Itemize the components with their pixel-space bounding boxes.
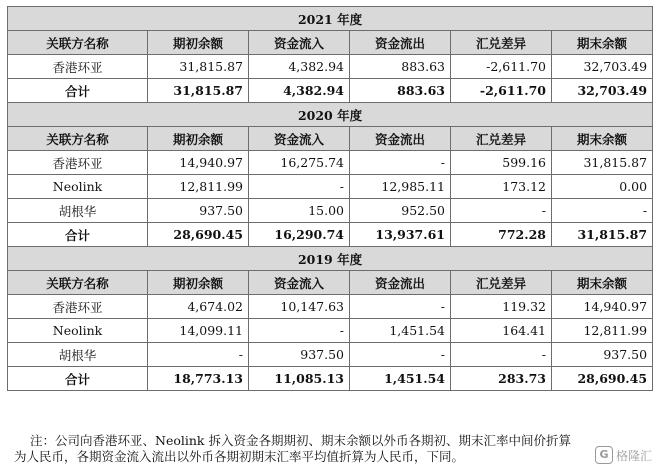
column-header: 资金流入: [249, 271, 350, 295]
year-title: 2021 年度: [8, 7, 653, 31]
column-header: 汇兑差异: [451, 31, 552, 55]
column-header: 资金流入: [249, 31, 350, 55]
footnote: [14, 433, 640, 465]
amount-cell: 599.16: [451, 151, 552, 175]
amount-cell: 952.50: [350, 199, 451, 223]
amount-cell: -: [451, 199, 552, 223]
column-header: 关联方名称: [8, 127, 148, 151]
amount-cell: 883.63: [350, 55, 451, 79]
year-header-row: [8, 7, 653, 31]
column-header-row: [8, 271, 653, 295]
table-row: [8, 151, 653, 175]
amount-cell: -: [552, 199, 653, 223]
amount-cell: 10,147.63: [249, 295, 350, 319]
total-label-cell: 合计: [8, 367, 148, 391]
amount-cell: -: [249, 319, 350, 343]
amount-cell: 937.50: [552, 343, 653, 367]
amount-cell: 31,815.87: [148, 55, 249, 79]
table-row: [8, 295, 653, 319]
total-amount-cell: 772.28: [451, 223, 552, 247]
column-header: 期末余额: [552, 31, 653, 55]
total-row: [8, 223, 653, 247]
amount-cell: 4,674.02: [148, 295, 249, 319]
column-header: 期末余额: [552, 127, 653, 151]
total-amount-cell: 283.73: [451, 367, 552, 391]
total-amount-cell: 28,690.45: [148, 223, 249, 247]
column-header: 关联方名称: [8, 31, 148, 55]
total-amount-cell: 1,451.54: [350, 367, 451, 391]
amount-cell: 16,275.74: [249, 151, 350, 175]
amount-cell: -: [350, 151, 451, 175]
amount-cell: 937.50: [148, 199, 249, 223]
gelonghui-logo-icon: G: [595, 446, 613, 464]
column-header-row: [8, 31, 653, 55]
total-amount-cell: 28,690.45: [552, 367, 653, 391]
amount-cell: 14,940.97: [552, 295, 653, 319]
table-container: [7, 6, 653, 391]
amount-cell: 15.00: [249, 199, 350, 223]
amount-cell: 14,099.11: [148, 319, 249, 343]
related-party-funds-table: [7, 6, 653, 391]
column-header-row: [8, 127, 653, 151]
total-label-cell: 合计: [8, 79, 148, 103]
column-header: 关联方名称: [8, 271, 148, 295]
column-header: 资金流出: [350, 271, 451, 295]
amount-cell: 31,815.87: [552, 151, 653, 175]
amount-cell: -: [148, 343, 249, 367]
column-header: 资金流入: [249, 127, 350, 151]
total-amount-cell: 883.63: [350, 79, 451, 103]
total-amount-cell: 31,815.87: [148, 79, 249, 103]
total-amount-cell: 16,290.74: [249, 223, 350, 247]
table-row: [8, 343, 653, 367]
table-row: [8, 55, 653, 79]
amount-cell: 12,985.11: [350, 175, 451, 199]
amount-cell: 1,451.54: [350, 319, 451, 343]
total-amount-cell: 13,937.61: [350, 223, 451, 247]
column-header: 期初余额: [148, 271, 249, 295]
total-row: [8, 79, 653, 103]
year-header-row: [8, 247, 653, 271]
total-amount-cell: 32,703.49: [552, 79, 653, 103]
table-row: [8, 175, 653, 199]
total-label-cell: 合计: [8, 223, 148, 247]
amount-cell: 119.32: [451, 295, 552, 319]
total-amount-cell: 18,773.13: [148, 367, 249, 391]
party-name-cell: 香港环亚: [8, 151, 148, 175]
total-amount-cell: 11,085.13: [249, 367, 350, 391]
amount-cell: 12,811.99: [148, 175, 249, 199]
amount-cell: 12,811.99: [552, 319, 653, 343]
total-amount-cell: 4,382.94: [249, 79, 350, 103]
total-amount-cell: 31,815.87: [552, 223, 653, 247]
total-amount-cell: -2,611.70: [451, 79, 552, 103]
watermark: [595, 446, 652, 464]
column-header: 期初余额: [148, 127, 249, 151]
party-name-cell: 胡根华: [8, 343, 148, 367]
column-header: 汇兑差异: [451, 271, 552, 295]
party-name-cell: Neolink: [8, 175, 148, 199]
total-row: [8, 367, 653, 391]
table-row: [8, 199, 653, 223]
column-header: 资金流出: [350, 127, 451, 151]
amount-cell: -: [451, 343, 552, 367]
amount-cell: -2,611.70: [451, 55, 552, 79]
column-header: 汇兑差异: [451, 127, 552, 151]
year-title: 2020 年度: [8, 103, 653, 127]
column-header: 资金流出: [350, 31, 451, 55]
party-name-cell: Neolink: [8, 319, 148, 343]
column-header: 期初余额: [148, 31, 249, 55]
amount-cell: 14,940.97: [148, 151, 249, 175]
amount-cell: 937.50: [249, 343, 350, 367]
party-name-cell: 香港环亚: [8, 295, 148, 319]
table-body: [8, 7, 653, 391]
year-title: 2019 年度: [8, 247, 653, 271]
amount-cell: 4,382.94: [249, 55, 350, 79]
party-name-cell: 香港环亚: [8, 55, 148, 79]
table-row: [8, 319, 653, 343]
amount-cell: 164.41: [451, 319, 552, 343]
amount-cell: 173.12: [451, 175, 552, 199]
column-header: 期末余额: [552, 271, 653, 295]
amount-cell: -: [350, 343, 451, 367]
amount-cell: -: [350, 295, 451, 319]
footnote-line-1: 注：公司向香港环亚、Neolink 拆入资金各期期初、期末余额以外币各期初、期末汇率中间价折算: [30, 433, 571, 448]
party-name-cell: 胡根华: [8, 199, 148, 223]
year-header-row: [8, 103, 653, 127]
amount-cell: 32,703.49: [552, 55, 653, 79]
amount-cell: 0.00: [552, 175, 653, 199]
watermark-text: 格隆汇: [615, 448, 652, 463]
footnote-line-2: 为人民币，各期资金流入流出以外币各期初期末汇率平均值折算为人民币，下同。: [14, 449, 465, 464]
amount-cell: -: [249, 175, 350, 199]
